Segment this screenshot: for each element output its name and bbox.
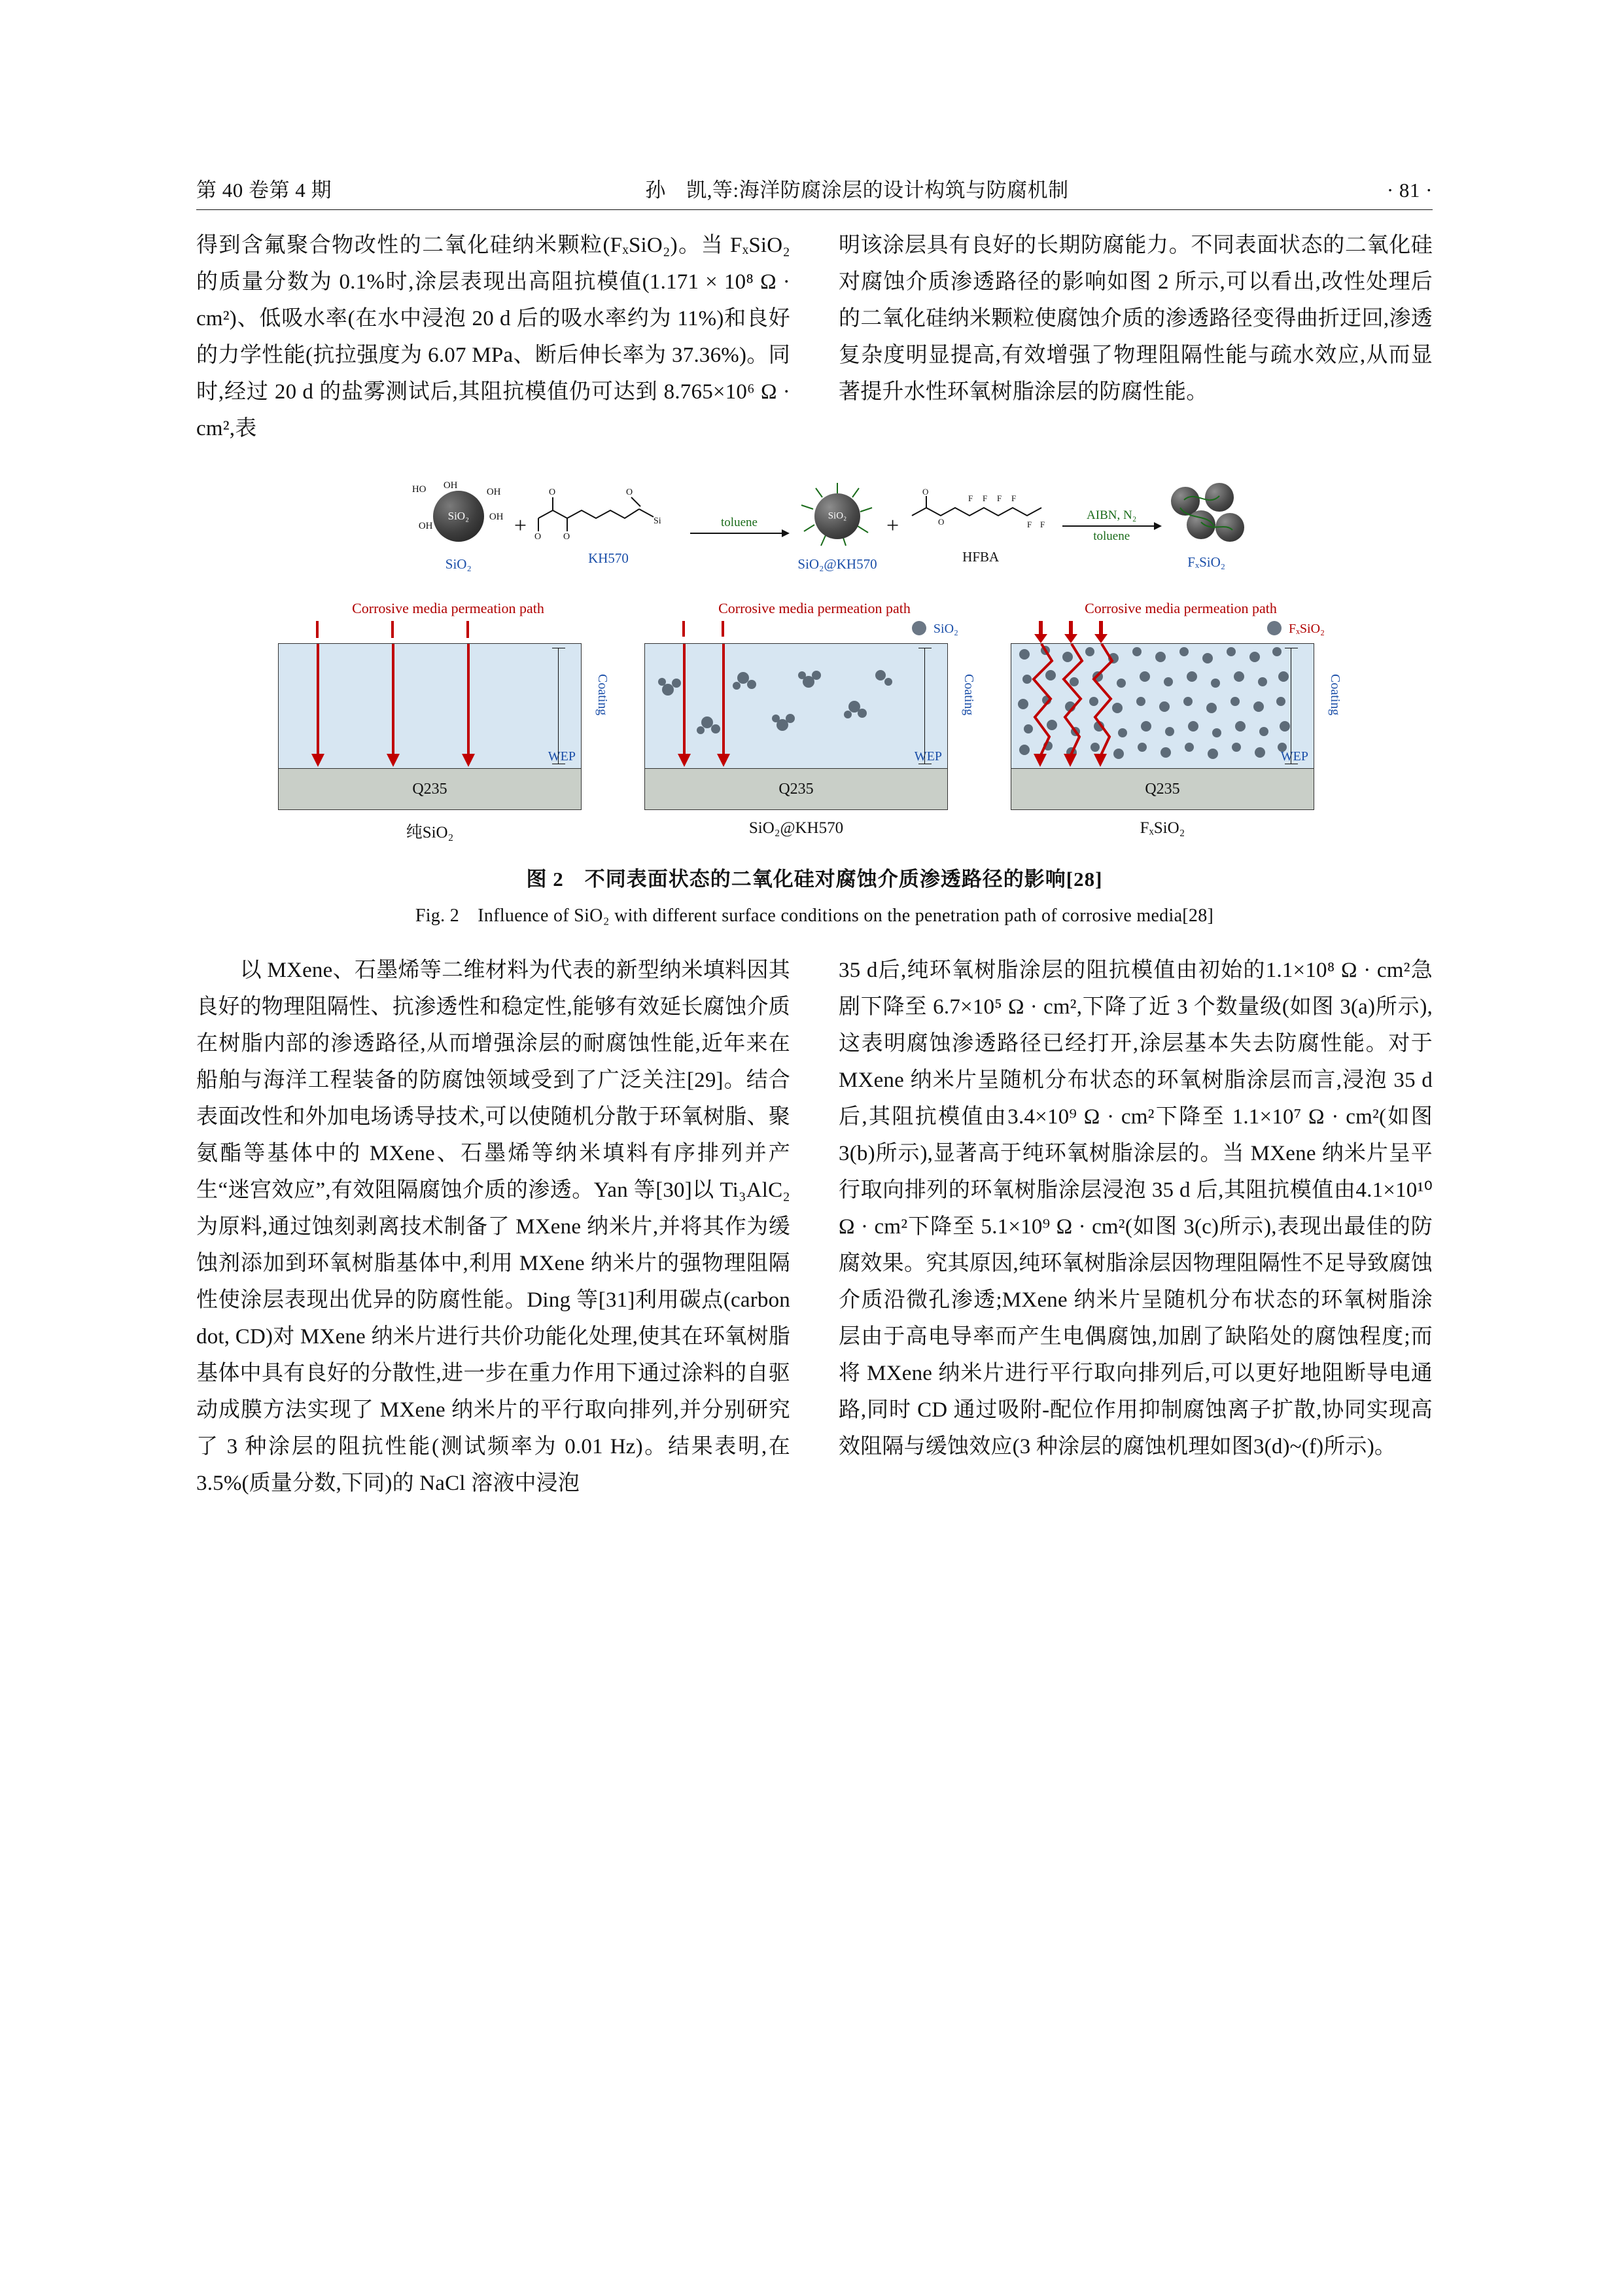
sio2-kh570-sphere-label: SiO₂ (828, 510, 847, 521)
legend-particle-icon (1267, 621, 1282, 635)
hfba-molecule (905, 487, 1056, 565)
panel-3-coating (1011, 643, 1342, 769)
paragraph-left-top: 得到含氟聚合物改性的二氧化硅纳米颗粒(FₓSiO₂)。当 FₓSiO₂ 的质量分数为 0.1%时,涂层表现出高阻抗模值(1.171 × 10⁸ Ω · cm²)、低吸水率(在水中浸泡 20 d 后的吸水率约为 11%)和良好的力学性能(抗拉强度为 6.07 MPa、断后伸长率为 37.36%)。同时,经过 20 d 的盐雾测试后,其阻抗模值仍可达到 8.765×10⁶ Ω · cm²,表 (196, 234, 790, 440)
panel-2-legend (912, 621, 958, 637)
arrow-line-2 (1062, 525, 1161, 527)
paragraph-right-top: 明该涂层具有良好的长期防腐能力。不同表面状态的二氧化硅对腐蚀介质渗透路径的影响如图 2 所示,可以看出,改性处理后的二氧化硅纳米颗粒使腐蚀介质的渗透路径变得曲折迂回,渗透复杂度明显提高,有效增强了物理阻隔性能与疏水效应,从而显著提升水性环氧树脂涂层的防腐性能。 (839, 234, 1433, 404)
panel-2-coating-label: Coating (962, 674, 976, 716)
panel-3-legend (1267, 621, 1325, 637)
page-number: · 81 · (1386, 179, 1433, 202)
svg-text:O: O (922, 487, 929, 497)
panel-2-substrate: Q235 (644, 769, 948, 810)
panel-3-title: Corrosive media permeation path (1085, 600, 1277, 616)
figure-2-caption (196, 862, 1433, 927)
right-column-top (839, 227, 1433, 447)
svg-text:F: F (983, 493, 988, 503)
panel-2-arrows (645, 644, 949, 768)
panel-1-substrate: Q235 (278, 769, 582, 810)
fxsio2-links (1167, 482, 1246, 547)
panel-sio2-kh570 (644, 600, 985, 843)
reagent-2-line2: toluene (1093, 529, 1130, 543)
sio2-name: SiO₂ (445, 556, 472, 572)
plus-sign-2: + (886, 514, 899, 538)
svg-text:O: O (563, 532, 570, 542)
panel-3-thickness-arrow (1278, 644, 1304, 768)
right-column-bottom (839, 952, 1433, 1502)
oh-label-5: OH (418, 520, 433, 531)
reagent-2-line1: AIBN, N₂ (1087, 508, 1137, 522)
panel-3-legend-label: FₓSiO₂ (1288, 622, 1325, 636)
paragraph-left-bottom: 以 MXene、石墨烯等二维材料为代表的新型纳米填料因其良好的物理阻隔性、抗渗透性和稳定性,能够有效延长腐蚀介质在树脂内部的渗透路径,从而增强涂层的耐腐蚀性能,近年来在船舶与海洋工程装备的防腐蚀领域受到了广泛关注[29]。结合表面改性和外加电场诱导技术,可以使随机分散于环氧树脂、聚氨酯等基体中的 MXene、石墨烯等纳米填料有序排列并产生“迷宫效应”,有效阻隔腐蚀介质的渗透。Yan 等[30]以 Ti₃AlC₂为原料,通过蚀刻剥离技术制备了 MXene 纳米片,并将其作为缓蚀剂添加到环氧树脂基体中,利用 MXene 纳米片的强物理阻隔性使涂层表现出优异的防腐性能。Ding 等[31]利用碳点(carbon dot, CD)对 MXene 纳米片进行共价功能化处理,使其在环氧树脂基体中具有良好的分散性,进一步在重力作用下通过涂料的自驱动成膜方法实现了 MXene 纳米片的平行取向排列,并分别研究了 3 种涂层的阻抗性能(测试频率为 0.01 Hz)。结果表明,在 3.5%(质量分数,下同)的 NaCl 溶液中浸泡 (196, 959, 790, 1495)
panel-1-title: Corrosive media permeation path (352, 600, 544, 616)
panel-3-wep-label: WEP (1280, 749, 1308, 764)
sio2-sphere-label: SiO₂ (447, 509, 469, 522)
fxsio2-molecule (1167, 482, 1246, 571)
svg-text:Si: Si (654, 516, 661, 526)
panel-fxsio2 (1011, 600, 1351, 843)
legend-particle-icon (912, 621, 926, 635)
panel-2-entry-arrows (644, 621, 841, 641)
running-head (196, 173, 1433, 203)
sio2-molecule (410, 480, 508, 573)
panel-1-thickness-arrow (546, 644, 572, 768)
permeation-panels (278, 600, 1351, 843)
svg-text:O: O (534, 532, 542, 542)
reagent-1-label: toluene (721, 516, 758, 529)
fxsio2-name: FₓSiO₂ (1187, 554, 1226, 570)
panel-3-network (1011, 644, 1315, 768)
figure-2 (196, 464, 1433, 927)
kh570-molecule (533, 486, 684, 567)
running-head-title: 孙 凯,等:海洋防腐涂层的设计构筑与防腐机制 (645, 179, 1069, 202)
panel-3-caption: FₓSiO₂ (1140, 819, 1185, 837)
header-rule (196, 209, 1433, 210)
panel-1-caption: 纯SiO₂ (406, 824, 454, 841)
plus-sign-1: + (514, 514, 527, 538)
oh-label-4: OH (489, 511, 504, 522)
svg-text:O: O (549, 487, 556, 497)
running-head-volume: 第 40 卷第 4 期 (196, 179, 332, 202)
page-content (196, 173, 1433, 1502)
panel-1-wep-label: WEP (548, 749, 576, 764)
svg-text:O: O (938, 517, 945, 527)
arrow-line-1 (690, 533, 788, 534)
svg-text:F: F (1027, 520, 1032, 529)
hfba-structure (905, 487, 1056, 542)
figure-2-caption-en: Fig. 2 Influence of SiO₂ with different surface conditions on the penetration path of corrosive media[28] (415, 906, 1214, 926)
svg-text:F: F (968, 493, 973, 503)
svg-text:F: F (997, 493, 1002, 503)
panel-2-legend-label: SiO₂ (933, 622, 958, 636)
reaction-arrow-2 (1062, 508, 1161, 544)
panel-1-entry-arrows (278, 621, 582, 643)
left-column-bottom (196, 952, 790, 1502)
sio2-kh570-molecule (795, 480, 880, 573)
panel-2-coating (644, 643, 976, 769)
oh-label-3: OH (486, 486, 501, 497)
panel-2-wep-label: WEP (914, 749, 942, 764)
sio2-kh570-name: SiO₂@KH570 (797, 556, 877, 572)
panel-1-coating-label: Coating (595, 674, 610, 716)
sio2-kh570-sphere (814, 493, 860, 539)
panel-2-title: Corrosive media permeation path (718, 600, 911, 616)
panel-2-thickness-arrow (912, 644, 938, 768)
panel-3-entry-arrows (1011, 621, 1207, 641)
panel-3-substrate: Q235 (1011, 769, 1314, 810)
svg-text:F: F (1040, 520, 1045, 529)
panel-2-caption: SiO₂@KH570 (748, 819, 844, 837)
hfba-name: HFBA (962, 549, 1000, 565)
panel-1-arrows (279, 644, 582, 768)
figure-2-caption-cn: 图 2 不同表面状态的二氧化硅对腐蚀介质渗透路径的影响[28] (526, 868, 1103, 891)
kh570-structure (533, 486, 684, 543)
top-columns (196, 227, 1433, 447)
reaction-scheme (278, 464, 1351, 588)
fxsio2-cluster (1167, 482, 1246, 547)
panel-3-coating-label: Coating (1328, 674, 1342, 716)
svg-text:O: O (626, 487, 633, 497)
paragraph-right-bottom: 35 d后,纯环氧树脂涂层的阻抗模值由初始的1.1×10⁸ Ω · cm²急剧下降至 6.7×10⁵ Ω · cm²,下降了近 3 个数量级(如图 3(a)所示),这表明腐蚀渗透路径已经打开,涂层基本失去防腐性能。对于 MXene 纳米片呈随机分布状态的环氧树脂涂层而言,浸泡 35 d 后,其阻抗模值由3.4×10⁹ Ω · cm²下降至 1.1×10⁷ Ω · cm²(如图 3(b)所示),显著高于纯环氧树脂涂层的。当 MXene 纳米片呈平行取向排列的环氧树脂涂层浸泡 35 d 后,其阻抗模值由4.1×10¹⁰ Ω · cm²下降至 5.1×10⁹ Ω · cm²(如图 3(c)所示),表现出最佳的防腐效果。究其原因,纯环氧树脂涂层因物理阻隔性不足导致腐蚀介质沿微孔渗透;MXene 纳米片呈随机分布状态的环氧树脂涂层由于高电导率而产生电偶腐蚀,加剧了缺陷处的腐蚀程度;而将 MXene 纳米片进行平行取向排列后,可以更好地阻断导电通路,同时 CD 通过吸附-配位作用抑制腐蚀离子扩散,协同实现高效阻隔与缓蚀效应(3 种涂层的腐蚀机理如图3(d)~(f)所示)。 (839, 959, 1433, 1458)
left-column-top (196, 227, 790, 447)
bottom-columns (196, 952, 1433, 1502)
oh-label-1: HO (411, 484, 427, 495)
sio2-sphere (433, 491, 484, 542)
panel-pure-sio2 (278, 600, 618, 843)
panel-1-coating (278, 643, 610, 769)
kh570-name: KH570 (588, 550, 629, 566)
reaction-arrow-1 (690, 516, 788, 537)
oh-label-2: OH (443, 480, 458, 491)
figure-2-graphic (278, 464, 1351, 843)
svg-text:F: F (1011, 493, 1017, 503)
